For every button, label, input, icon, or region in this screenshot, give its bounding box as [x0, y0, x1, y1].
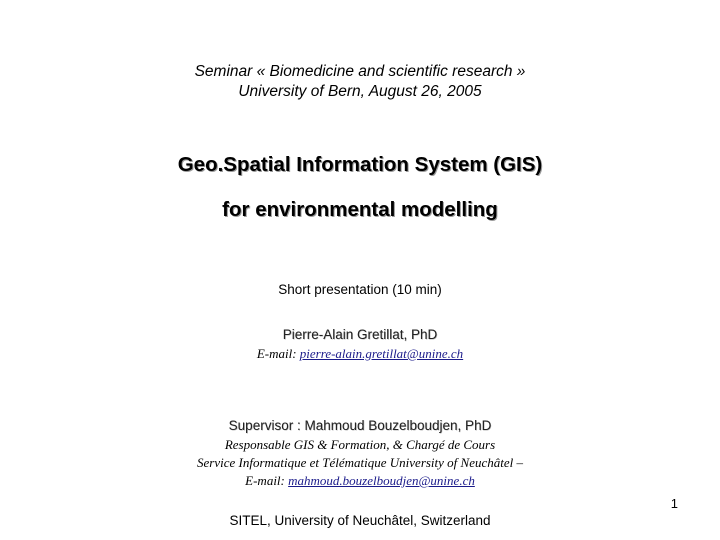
author-email-line — [0, 345, 720, 362]
author-email-label: E-mail: — [256, 346, 300, 361]
presentation-length: Short presentation (10 min) — [278, 282, 442, 297]
seminar-title: Seminar « Biomedicine and scientific research » — [194, 63, 526, 80]
supervisor-email-line — [0, 472, 720, 489]
supervisor-service: Service Informatique et Télématique University of Neuchâtel – — [197, 455, 523, 470]
author-name: Pierre-Alain Gretillat, PhD — [282, 327, 438, 342]
supervisor-role: Responsable GIS & Formation, & Chargé de Cours — [224, 437, 496, 452]
footer-text: SITEL, University of Neuchâtel, Switzerland — [229, 513, 491, 528]
seminar-header — [0, 62, 720, 102]
author-email-link[interactable]: pierre-alain.gretillat@unine.ch — [299, 346, 464, 361]
slide-subtitle: for environmental modelling — [222, 198, 498, 221]
slide-title: Geo.Spatial Information System (GIS) — [177, 153, 543, 176]
supervisor-name: Supervisor : Mahmoud Bouzelboudjen, PhD — [228, 418, 492, 433]
page-number: 1 — [670, 496, 678, 511]
university-date: University of Bern, August 26, 2005 — [238, 83, 482, 100]
supervisor-email-link[interactable]: mahmoud.bouzelboudjen@unine.ch — [288, 473, 475, 488]
supervisor-email-label: E-mail: — [245, 473, 289, 488]
